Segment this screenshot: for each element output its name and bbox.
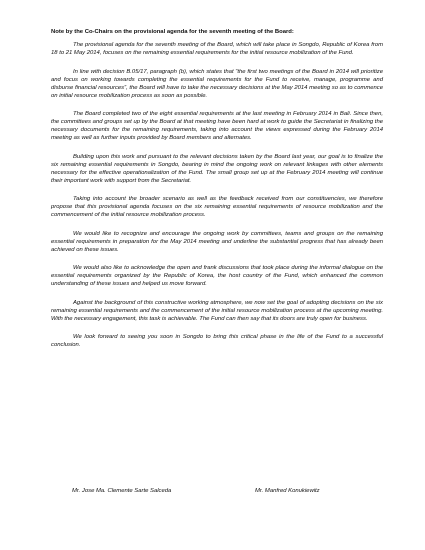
signature-block xyxy=(72,487,383,495)
paragraph-4: Building upon this work and pursuant to the relevant decisions taken by the Board last year, our goal is to finalize the six remaining essential requirements in Songdo, bearing in mind the ongoing work on relevant linkages with other elements necessary for the effective operationalization of the Fund. The small group set up at the February 2014 meeting will continue their important work with support from the Secretariat. xyxy=(51,153,383,184)
paragraph-9: We look forward to seeing you soon in Songdo to bring this critical phase in the life of the Fund to a successful conclusion. xyxy=(51,334,383,348)
paragraph-1: The provisional agenda for the seventh meeting of the Board, which will take place in Songdo, Republic of Korea from 18 to 21 May 2014, focuses on the remaining essential requirements for the initial resource mobilization of the Fund. xyxy=(51,42,383,56)
paragraph-6: We would like to recognize and encourage the ongoing work by committees, teams and groups on the remaining essential requirements in preparation for the May 2014 meeting and underline the substantial progress that has already been achieved on these issues. xyxy=(51,230,383,253)
signature-left: Mr. Jose Ma. Clemente Sarte Salceda xyxy=(72,488,172,494)
paragraph-3: The Board completed two of the eight essential requirements at the last meeting in February 2014 in Bali. Since then, the committees and groups set up by the Board at that meeting have been hard at work to guide the Secretariat in finalizing the necessary documents for the remaining requirements, taking into account the views expressed during the February 2014 meeting as well as further inputs provided by Board members and alternates. xyxy=(51,111,383,141)
paragraph-8: Against the background of this constructive working atmosphere, we now set the goal of adopting decisions on the six remaining essential requirements and the commencement of the initial resource mobilization process at the upcoming meeting. With the necessary engagement, this task is achievable. The Fund can then say that its doors are truly open for business. xyxy=(51,299,383,322)
paragraph-7: We would also like to acknowledge the open and frank discussions that took place during the informal dialogue on the essential requirements organized by the Republic of Korea, the host country of the Fund, which enhanced the common understanding of these issues and helped us move forward. xyxy=(51,265,383,287)
document-title: Note by the Co-Chairs on the provisional agenda for the seventh meeting of the Board: xyxy=(51,29,294,35)
paragraph-2: In line with decision B.05/17, paragraph (b), which states that “the first two meetings of the Board in 2014 will prioritize and focus on working towards completing the essential requirements for the Fund to receive, manage, programme and disburse financial resources”, the Board will have to take the necessary decisions at the May 2014 meeting so as to commence on initial resource mobilization process as soon as possible. xyxy=(51,68,383,99)
paragraph-5: Taking into account the broader scenario as well as the feedback received from our constituencies, we therefore propose that this provisional agenda focuses on the six remaining essential requirements of resource mobilization and the commencement of the initial resource mobilization process. xyxy=(51,196,383,218)
signature-right: Mr. Manfred Konukiewitz xyxy=(255,488,320,494)
